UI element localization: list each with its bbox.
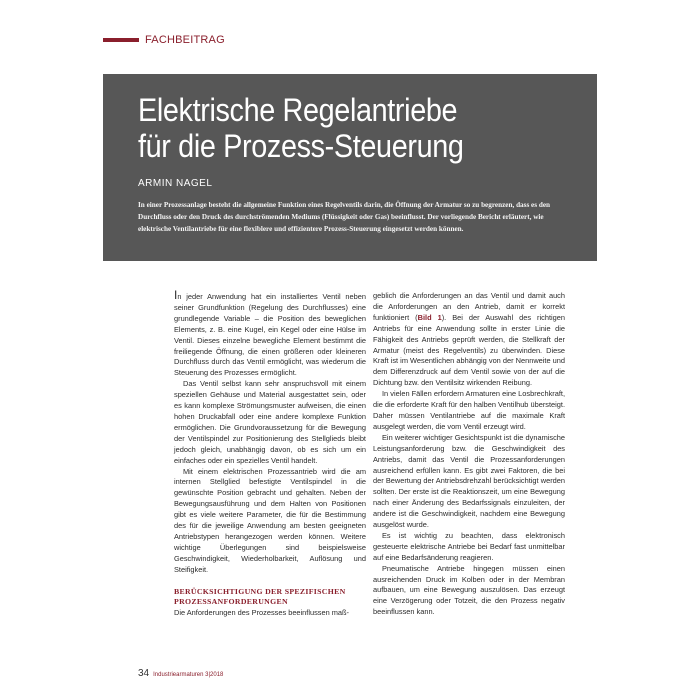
- paragraph: Das Ventil selbst kann sehr anspruchsvoll mit einem speziellen Gehäuse und Material ausgestattet sein, oder es kann komplexe Strömungsmuster aufweisen, die einen hohen Druckabfall oder eine andere komplexe Funktion ermöglichen. Die Grundvoraussetzung für die Bewegung der Ventilspindel zur Positionierung des Stellglieds bleibt jedoch gleich, unabhängig davon, ob es sich um ein einfaches oder ein spezielles Ventil handelt.: [174, 379, 366, 465]
- paragraph: [174, 288, 366, 379]
- article-title-line-1: Elektrische Regelantriebe: [138, 92, 458, 128]
- section-tag: [103, 32, 225, 48]
- lead-paragraph: In einer Prozessanlage besteht die allgemeine Funktion eines Regelventils darin, die Öffnung der Armatur so zu begrenzen, dass es den Durchfluss oder den Druck des durchströmenden Mediums (Flüssigkeit oder Gas) beeinflusst. Der vorliegende Bericht erläutert, wie elektrische Ventilantriebe für eine flexiblere und effizientere Prozess-Steuerung eingesetzt werden können.: [138, 201, 551, 233]
- section-subheading: [174, 587, 366, 608]
- subheading-line-1: BERÜCKSICHTIGUNG DER SPEZIFISCHEN: [174, 586, 346, 596]
- paragraph: In vielen Fällen erfordern Armaturen eine Losbrechkraft, die die erforderte Kraft für den halben Ventilhub übersteigt. Daher müssen Ventilantriebe auf die maximale Kraft ausgelegt werden, die vom Ventil erzeugt wird.: [373, 389, 565, 431]
- paragraph: Ein weiterer wichtiger Gesichtspunkt ist die dynamische Leistungsanforderung bzw. die Geschwindigkeit des Antriebs, damit das Ventil die Prozessanforderungen ausreichend erfüllen kann. Es gibt zwei Faktoren, die bei der Bewertung der Antriebsdrehzahl berücksichtigt werden sollten. Der erste ist die Reaktionszeit, um eine Bewegung nach einer Änderung des Bedarfssignals einzuleiten, der andere ist die Geschwindigkeit, nachdem eine Bewegung ausgelöst wurde.: [373, 432, 565, 530]
- text-column-left: [174, 288, 366, 618]
- article-title: [138, 92, 464, 164]
- page-footer: [138, 668, 223, 679]
- paragraph: Es ist wichtig zu beachten, dass elektronisch gesteuerte elektrische Antriebe bei Bedarf fast unmittelbar auf eine Bedarfsänderung reagieren.: [373, 530, 565, 562]
- author-name: ARMIN NAGEL: [138, 178, 213, 189]
- paragraph: Mit einem elektrischen Prozessantrieb wird die am internen Stellglied befestigte Ventilspindel in die gewünschte Position gebracht und gehalten. Neben der Bewegungsausführung und dem Halten von Positionen gibt es viele weitere Parameter, die für die Bestimmung des für die jeweilige Anwendung am besten geeigneten Antriebstypen herangezogen werden können. Weitere wichtige Überlegungen sind beispielsweise Geschwindigkeit, Wiederholbarkeit, Auflösung und Steifigkeit.: [174, 466, 366, 574]
- paragraph-text: ). Bei der Auswahl des richtigen Antriebs für eine Anwendung sollte in erster Linie die Fähigkeit des Antriebs geprüft werden, die Stellkraft der Armatur (meist des Regelventils) zu überwinden. Diese Kraft ist im Wesentlichen abhängig von der Nennweite und dem Differenzdruck auf dem Ventil sowie von der auf die Dichtung bzw. den Ventilsitz wirkenden Reibung.: [373, 312, 565, 388]
- paragraph: [373, 291, 565, 389]
- page-number: 34: [138, 668, 150, 679]
- section-tag-label: FACHBEITRAG: [145, 34, 225, 46]
- paragraph-text: geblich die Anforderungen an das Ventil und damit auch die Anforderungen an den Antrieb, damit er korrekt funktioniert (: [373, 291, 565, 322]
- paragraph: Pneumatische Antriebe hingegen müssen einen ausreichenden Druck im Kolben oder in der Membran aufbauen, um eine Bewegung auszulösen. Das erzeugt eine Verzögerung oder Totzeit, die den Prozess negativ beeinflussen kann.: [373, 563, 565, 617]
- paragraph-text: n jeder Anwendung hat ein installiertes Ventil neben seiner Grundfunktion (Regelung des Durchflusses) eine grundlegende Variable – die Position des beweglichen Elements, z. B. eine Kugel, ein Kegel oder eine Hülse im Ventil. Dieses einzelne bewegliche Element bestimmt die freiliegende Öffnung, die einen größeren oder kleineren Durchfluss durch das Ventil ermöglicht, was wiederum die Steuerung des Prozesses ermöglicht.: [174, 292, 366, 378]
- paragraph: Die Anforderungen des Prozesses beeinflussen maß-: [174, 607, 350, 617]
- section-tag-bar: [103, 38, 139, 42]
- subheading-line-2: PROZESSANFORDERUNGEN: [174, 597, 288, 607]
- article-title-line-2: für die Prozess-Steuerung: [138, 128, 464, 164]
- text-column-right: [373, 291, 565, 618]
- figure-reference: Bild 1: [417, 312, 442, 322]
- title-banner: [103, 74, 597, 261]
- drop-cap: I: [174, 288, 178, 302]
- journal-name: Industriearmaturen 3|2018: [153, 672, 224, 678]
